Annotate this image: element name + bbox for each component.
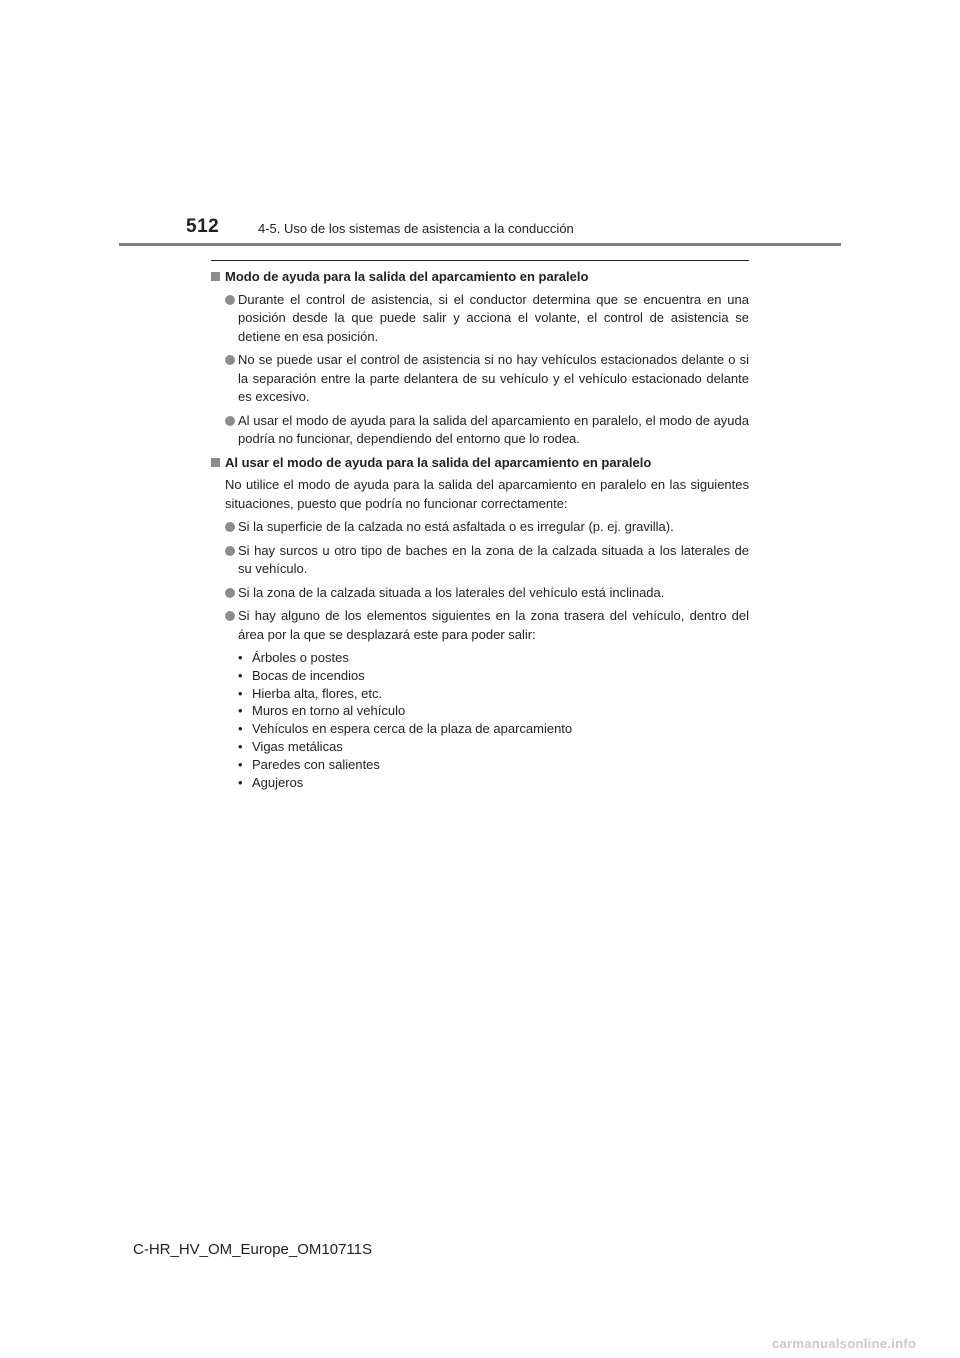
list-item-text: Si la zona de la calzada situada a los laterales del vehículo está inclinada.	[238, 584, 665, 600]
sub-list-item	[238, 702, 749, 720]
dot-bullet-icon: •	[238, 685, 243, 701]
section-heading-text: Modo de ayuda para la salida del aparcamiento en paralelo	[225, 269, 589, 284]
dot-bullet-icon: •	[238, 703, 243, 719]
dot-bullet-icon: •	[238, 650, 243, 665]
page-content	[211, 268, 749, 791]
section-heading	[211, 268, 749, 287]
list-item-text: Al usar el modo de ayuda para la salida del aparcamiento en paralelo, el modo de ayuda podría no funcionar, dependiendo del entorno que lo rodea.	[238, 412, 749, 446]
chapter-title: 4-5. Uso de los sistemas de asistencia a la conducción	[258, 221, 574, 236]
sub-list-item-text: Agujeros	[252, 774, 304, 790]
section-rule	[211, 260, 749, 261]
sub-list-item	[238, 774, 749, 792]
circle-bullet-icon	[225, 416, 235, 426]
sub-list-item-text: Bocas de incendios	[252, 667, 365, 683]
dot-bullet-icon: •	[238, 738, 243, 754]
list-item	[211, 291, 749, 347]
circle-bullet-icon	[225, 611, 235, 621]
square-bullet-icon	[211, 272, 220, 281]
dot-bullet-icon: •	[238, 667, 243, 683]
sub-list-item	[238, 720, 749, 738]
sub-list-item-text: Vigas metálicas	[252, 738, 343, 754]
list-item	[211, 584, 749, 603]
list-item-text: Si hay alguno de los elementos siguientes en la zona trasera del vehículo, dentro del área por la que se desplazará este para poder salir:	[238, 608, 749, 642]
document-code: C-HR_HV_OM_Europe_OM10711S	[133, 1241, 372, 1258]
section-heading	[211, 454, 749, 473]
dot-bullet-icon: •	[238, 774, 243, 790]
sub-list-item	[238, 667, 749, 685]
header-rule	[119, 243, 841, 246]
dot-bullet-icon: •	[238, 756, 243, 772]
sub-list	[211, 649, 749, 791]
sub-list-item	[238, 738, 749, 756]
circle-bullet-icon	[225, 546, 235, 556]
section-heading-text: Al usar el modo de ayuda para la salida del aparcamiento en paralelo	[225, 454, 652, 470]
section-intro: No utilice el modo de ayuda para la salida del aparcamiento en paralelo en las siguientes situaciones, puesto que podría no funcionar correctamente:	[225, 477, 749, 511]
sub-list-item-text: Vehículos en espera cerca de la plaza de aparcamiento	[252, 721, 573, 737]
page-number: 512	[186, 216, 220, 237]
list-item	[211, 351, 749, 407]
watermark: carmanualsonline.info	[772, 1336, 917, 1351]
list-item-text: Si hay surcos u otro tipo de baches en la zona de la calzada situada a los laterales de su vehículo.	[238, 542, 749, 576]
list-item	[211, 542, 749, 579]
sub-list-item	[238, 685, 749, 703]
list-item-text: Si la superficie de la calzada no está asfaltada o es irregular (p. ej. gravilla).	[238, 519, 674, 534]
circle-bullet-icon	[225, 588, 235, 598]
circle-bullet-icon	[225, 295, 235, 305]
sub-list-item-text: Árboles o postes	[252, 650, 349, 665]
sub-list-item	[238, 649, 749, 667]
list-item-text: No se puede usar el control de asistencia si no hay vehículos estacionados delante o si la separación entre la parte delantera de su vehículo y el vehículo estacionado delante es excesivo.	[238, 352, 749, 404]
list-item	[211, 412, 749, 449]
sub-list-item-text: Hierba alta, flores, etc.	[252, 685, 383, 701]
list-item	[211, 607, 749, 644]
sub-list-item-text: Paredes con salientes	[252, 756, 380, 772]
list-item	[211, 518, 749, 537]
list-item-text: Durante el control de asistencia, si el conductor determina que se encuentra en una posición desde la que puede salir y acciona el volante, el control de asistencia se detiene en esa posición.	[238, 291, 749, 344]
dot-bullet-icon: •	[238, 721, 243, 737]
square-bullet-icon	[211, 458, 220, 467]
sub-list-item	[238, 756, 749, 774]
sub-list-item-text: Muros en torno al vehículo	[252, 703, 406, 719]
circle-bullet-icon	[225, 355, 235, 365]
circle-bullet-icon	[225, 522, 235, 532]
